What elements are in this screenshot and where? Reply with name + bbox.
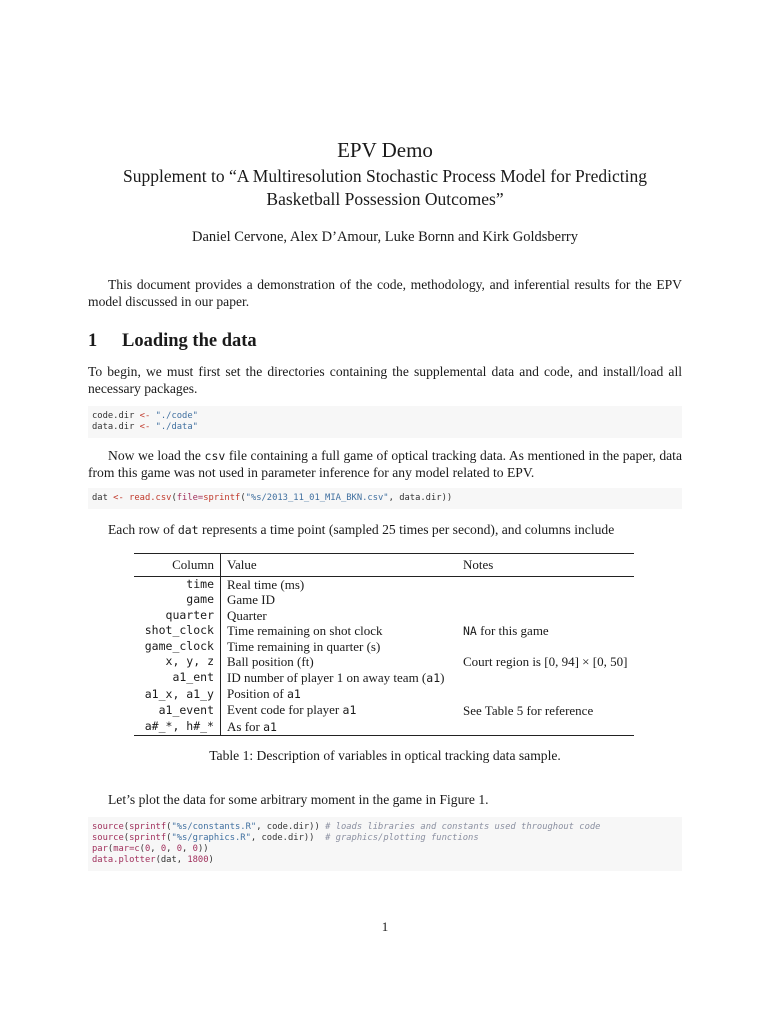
intro-paragraph: This document provides a demonstration of the code, methodology, and inferential results for the EPV model discussed in our paper.	[88, 277, 682, 309]
table-row	[134, 670, 634, 686]
paragraph-load-csv: Now we load the csv file containing a full game of optical tracking data. As mentioned in the paper, data from this game was not used in parameter inference for any model related to EPV.	[88, 448, 682, 480]
code-line: par(mar=c(0, 0, 0, 0))	[92, 844, 209, 854]
author-list: Daniel Cervone, Alex D’Amour, Luke Bornn and Kirk Goldsberry	[192, 229, 578, 245]
code-line: source(sprintf("%s/graphics.R", code.dir)) # graphics/plotting functions	[92, 833, 479, 843]
table-cell-column: a1_x, a1_y	[134, 686, 221, 702]
table-cell-column: game_clock	[134, 639, 221, 654]
table-cell-notes	[463, 608, 634, 623]
table-row	[134, 702, 634, 718]
table-cell-column: quarter	[134, 608, 221, 623]
table-row	[134, 623, 634, 639]
table-cell-value: Real time (ms)	[227, 577, 305, 592]
table-row	[134, 686, 634, 702]
table-cell-column: a#_*, h#_*	[134, 719, 221, 736]
code-line: data.dir <- "./data"	[92, 422, 198, 432]
table-cell-value: Time remaining in quarter (s)	[227, 639, 381, 655]
table-cell-notes: Court region is [0, 94] × [0, 50]	[463, 654, 628, 670]
code-block-dirs	[88, 406, 682, 438]
table-cell-column: game	[134, 592, 221, 607]
table-cell-notes	[463, 670, 634, 686]
table-cell-notes	[463, 639, 634, 654]
table-cell-notes	[463, 686, 634, 702]
table-cell-value: Quarter	[227, 607, 267, 623]
table-cell-value: Time remaining on shot clock	[227, 623, 383, 639]
table-cell-column: time	[134, 577, 221, 593]
table-row	[134, 719, 634, 736]
document-title: EPV Demo	[337, 138, 433, 162]
section-number: 1	[88, 331, 98, 351]
table-cell-value: Position of a1	[227, 686, 301, 702]
table-header-row	[134, 554, 634, 577]
table-row	[134, 577, 634, 593]
code-block-plot	[88, 817, 682, 871]
code-line: source(sprintf("%s/constants.R", code.dir)) # loads libraries and constants used throughout code	[92, 822, 601, 832]
table-cell-value: Ball position (ft)	[227, 654, 314, 670]
table-cell-notes: NA for this game	[463, 622, 549, 638]
table-cell-column: x, y, z	[134, 654, 221, 669]
table-cell-value: Game ID	[227, 592, 276, 608]
table-cell-notes	[463, 719, 634, 736]
paragraph-plot: Let’s plot the data for some arbitrary moment in the game in Figure 1.	[108, 792, 489, 807]
table-cell-value: ID number of player 1 on away team (a1)	[227, 669, 445, 685]
code-line: code.dir <- "./code"	[92, 411, 198, 421]
page-number: 1	[381, 919, 389, 934]
table-cell-notes	[463, 592, 634, 607]
table-header-value: Value	[227, 557, 257, 572]
variables-table	[134, 553, 634, 736]
section-heading	[88, 331, 257, 352]
table-caption: Table 1: Description of variables in optical tracking data sample.	[209, 748, 561, 763]
paragraph-rows: Each row of dat represents a time point (sampled 25 times per second), and columns include	[108, 522, 615, 537]
section-title: Loading the data	[122, 331, 257, 351]
document-subtitle	[88, 165, 682, 211]
table-row	[134, 608, 634, 623]
code-line: data.plotter(dat, 1800)	[92, 855, 214, 865]
table-header-column: Column	[134, 554, 221, 577]
table-cell-notes: See Table 5 for reference	[463, 702, 594, 718]
table-cell-column: a1_event	[134, 702, 221, 718]
code-block-read-csv	[88, 488, 682, 509]
table-cell-column: a1_ent	[134, 670, 221, 686]
inline-code: dat	[177, 523, 199, 537]
code-line: dat <- read.csv(file=sprintf("%s/2013_11_01_MIA_BKN.csv", data.dir))	[92, 493, 453, 503]
table-header-notes: Notes	[463, 557, 494, 572]
table-cell-value: Event code for player a1	[227, 702, 357, 718]
table-cell-value: As for a1	[227, 718, 277, 734]
subtitle-line-1: Supplement to “A Multiresolution Stochastic Process Model for Predicting	[123, 166, 647, 186]
subtitle-line-2: Basketball Possession Outcomes”	[266, 189, 504, 209]
table-row	[134, 592, 634, 607]
paragraph-directories: To begin, we must first set the directories containing the supplemental data and code, and install/load all necessary packages.	[88, 364, 682, 396]
table-cell-column: shot_clock	[134, 623, 221, 639]
inline-code: csv	[204, 449, 226, 463]
table-cell-notes	[463, 577, 634, 593]
table-row	[134, 654, 634, 669]
table-row	[134, 639, 634, 654]
